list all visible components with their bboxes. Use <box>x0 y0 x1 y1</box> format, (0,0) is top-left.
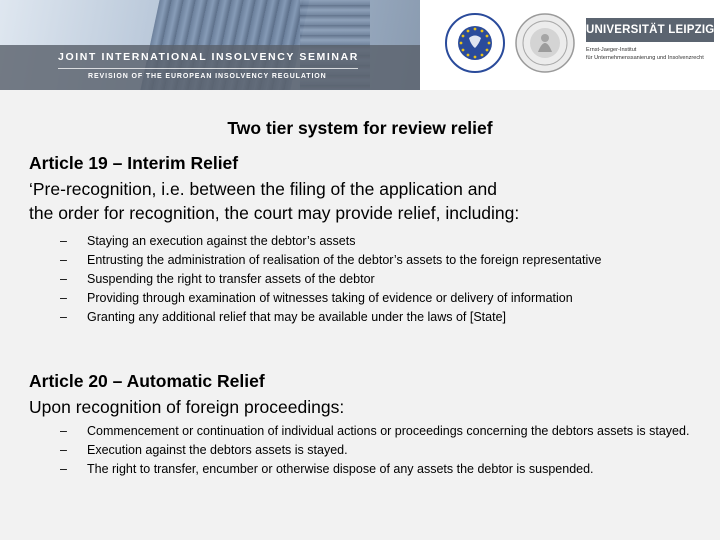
list-item: – Providing through examination of witnesses taking of evidence or delivery of information <box>60 291 573 305</box>
list-item: – Staying an execution against the debtor’s assets <box>60 234 356 248</box>
slide-title: Two tier system for review relief <box>227 118 493 138</box>
seminar-subtitle: REVISION OF THE EUROPEAN INSOLVENCY REGULATION <box>88 73 327 80</box>
list-item: – The right to transfer, encumber or otherwise dispose of any assets the debtor is suspended. <box>60 462 594 476</box>
article-19-intro: ‘Pre-recognition, i.e. between the filing of the application and the order for recognition, the court may provide relief, including: <box>29 179 520 223</box>
list-item: – Granting any additional relief that may be available under the laws of [State] <box>60 310 507 324</box>
article-20-intro: Upon recognition of foreign proceedings: <box>29 397 345 417</box>
building-photo <box>0 0 420 90</box>
list-item: – Suspending the right to transfer assets of the debtor <box>60 272 375 286</box>
list-item: – Commencement or continuation of individual actions or proceedings concerning the debtors assets is stayed. <box>60 424 690 438</box>
university-name: UNIVERSITÄT LEIPZIG <box>586 18 714 42</box>
institute-name: Ernst-Jaeger-Institut für Unternehmenssanierung und Insolvenzrecht <box>586 47 704 61</box>
list-item: – Entrusting the administration of realisation of the debtor’s assets to the foreign representative <box>60 253 602 267</box>
university-seal-icon <box>514 12 576 74</box>
header-banner <box>0 0 720 90</box>
article-20-heading: Article 20 – Automatic Relief <box>29 371 265 391</box>
article-19-bullets <box>60 234 710 329</box>
insol-europe-logo <box>444 12 506 74</box>
article-19-heading: Article 19 – Interim Relief <box>29 153 239 173</box>
article-20-bullets <box>60 424 710 481</box>
list-item: – Execution against the debtors assets is stayed. <box>60 443 348 457</box>
seminar-title: JOINT INTERNATIONAL INSOLVENCY SEMINAR <box>58 51 359 63</box>
